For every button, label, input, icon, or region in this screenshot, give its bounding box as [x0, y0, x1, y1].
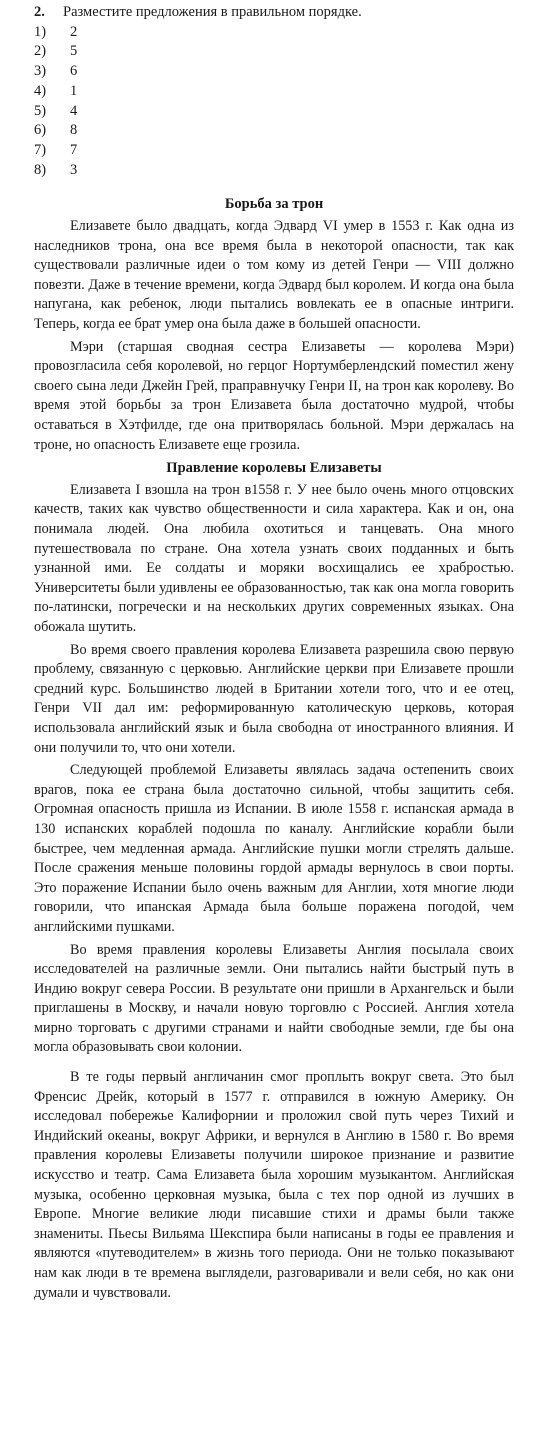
paragraph: Во время правления королевы Елизаветы Англия посылала своих исследователей на различные земли. Они пытались найти быстрый путь в Индию вокруг севера России. В результате они пришли в Архангельск и были приглашены в Москву, и начали новую торговлю с Россией. Англия хотела мирно торговать с другими странами и найти свободные земли, где бы она могла образовывать свои колонии. [34, 941, 514, 1056]
paragraph: Во время своего правления королева Елизавета разрешила свою первую проблему, связанную с церковью. Английские церкви при Елизавете прошли средний курс. Большинство людей в Британии хотели того, что и ее отец, Генри VII дал им: реформированную католическую церковь, которая использовала английский язык и была свободна от иностранного влияния. И они получили то, что они хотели. [34, 641, 514, 756]
answer-index: 1) [34, 23, 47, 40]
answer-value: 7 [70, 141, 78, 158]
answer-item [34, 42, 514, 62]
paragraph: Елизавете было двадцать, когда Эдвард VI умер в 1553 г. Как одна из наследников трона, она все время была в некоторой опасности, так как существовали различные идеи о том кому из детей Генри — VIII должно повезти. Даже в течение времени, когда Эдвард был королем. И когда она была напугана, как ребенок, люди пытались вовлекать ее в опасные интриги. Теперь, когда ее брат умер она была даже в большей опасности. [34, 218, 514, 332]
answer-value: 6 [70, 63, 78, 80]
section-title-throne-struggle: Борьба за трон [224, 196, 324, 213]
answer-item [34, 102, 514, 122]
answer-value: 1 [70, 82, 78, 99]
answer-item [34, 23, 514, 43]
answer-index: 6) [34, 122, 47, 139]
section-title-elizabeth-reign: Правление королевы Елизаветы [166, 460, 382, 477]
task-instruction: Разместите предложения в правильном порядке. [63, 4, 362, 20]
paragraph: Мэри (старшая сводная сестра Елизаветы — королева Мэри) провозгласила себя королевой, но герцог Нортумберлендский поместил жену своего сына леди Джейн Грей, праправнучку Генри II, на трон как королеву. Во время этой борьбы за трон Елизавета была достаточно мудрой, чтобы оставаться в Хэтфилде, где она притворялась больной. Мэри держалась на троне, но опасность Елизавете еще грозила. [34, 338, 514, 453]
answer-item [34, 161, 514, 181]
task-number: 2. [34, 4, 45, 20]
paragraph: В те годы первый англичанин смог проплыть вокруг света. Это был Френсис Дрейк, который в 1577 г. отправился в южную Америку. Он исследовал побережье Калифорнии и проложил свой путь через Тихий и Индийский океаны, вокруг Африки, и вернулся в Англию в 1580 г. Во время правления королевы Елизаветы получили широкое признание и развитие искусство и театр. Сама Елизавета была хорошим музыкантом. Английская музыка, особенно церковная музыка, была с тех пор одной из лучших в Европе. Многие великие люди писавшие стихи и драмы были также знамениты. Пьесы Вильяма Шекспира были написаны в годы ее правления и являются «путеводителем» в жизнь того периода. Они не только показывают нам как люди в те времена выглядели, разговаривали и вели себя, но как они думали и чувствовали. [34, 1069, 514, 1301]
answer-index: 4) [34, 82, 47, 99]
answer-value: 2 [70, 23, 78, 40]
answer-value: 4 [70, 102, 78, 119]
answer-value: 3 [70, 161, 78, 178]
answer-item [34, 141, 514, 161]
answer-index: 3) [34, 63, 47, 80]
answer-index: 7) [34, 141, 47, 158]
answer-item [34, 82, 514, 102]
answer-index: 2) [34, 43, 47, 60]
paragraph: Следующей проблемой Елизаветы являлась задача остепенить своих врагов, пока ее страна была достаточно сильной, чтобы защитить себя. Огромная опасность пришла из Испании. В июле 1558 г. испанская армада в 130 испанских кораблей подошла по каналу. Английские корабли были быстрее, чем медленная армада. Английские пушки могли стрелять дальше. После сражения меньше половины гордой армады вернулось в свои порты. Это поражение Испании было очень важным для Англии, хотя многие люди говорили, что ипанская Армада была больше поражена погодой, чем английскими пушками. [34, 762, 514, 935]
answer-index: 5) [34, 102, 47, 119]
answer-item [34, 121, 514, 141]
answer-index: 8) [34, 161, 47, 178]
answer-value: 8 [70, 122, 78, 139]
paragraph: Елизавета I взошла на трон в1558 г. У нее было очень много отцовских качеств, таких как чувство общественности и сила характера. Как и он, она понимала людей. Она любила охотиться и танцевать. Она много путешествовала по стране. Она хотела узнать своих подданных и быть узнанной ими. Ее солдаты и моряки восхищались ее храбростью. Университеты были удивлены ее образованностью, так как она могла говорить по-латински, погречески и на нескольких других современных языках. Она обожала шутить. [34, 481, 514, 636]
answer-list [34, 23, 514, 181]
task-header [34, 3, 514, 23]
answer-item [34, 62, 514, 82]
answer-value: 5 [70, 43, 78, 60]
